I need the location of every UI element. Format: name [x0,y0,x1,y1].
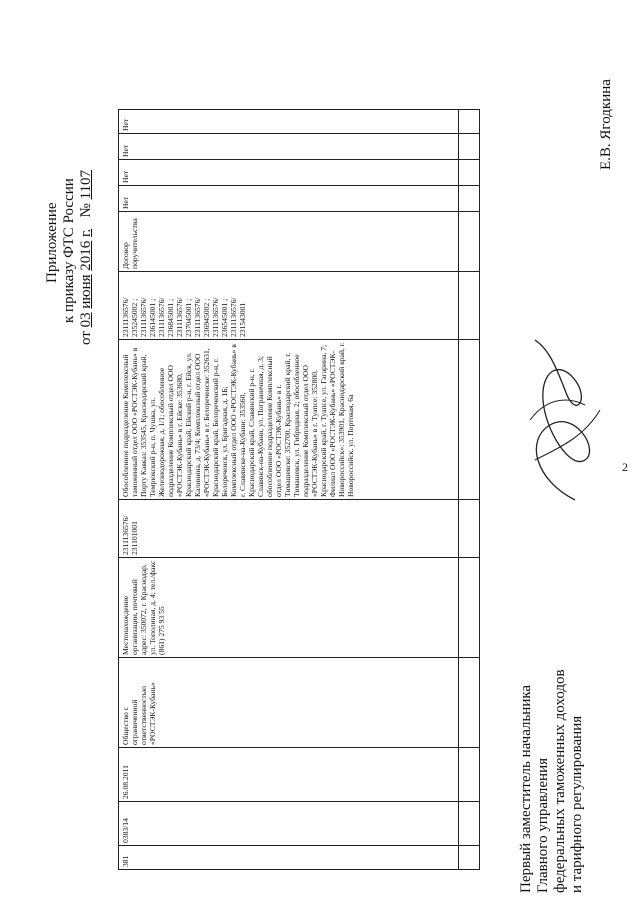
signer-title-3: федеральных таможенных доходов [552,669,568,893]
date-suffix: г. [78,228,94,237]
table-row [119,110,459,870]
col-c3: Нет [119,134,459,160]
guarantee: Договор поручительства [119,212,459,272]
signer-title-2: Главного управления [535,758,551,893]
col-c4: Нет [119,110,459,134]
appendix-order: к приказу ФТС России [61,178,77,323]
register-table [118,109,480,870]
date-year: 2016 [78,240,94,271]
reg-number: 0383/14 [119,802,459,846]
reg-date: 26.08.2011 [119,748,459,802]
signer-title-4: и тарифного регулирования [569,715,585,893]
col-c1: Нет [119,186,459,212]
date-day: 03 [78,312,94,328]
date-prefix: от [78,331,94,345]
appendix-date-line [78,45,95,345]
date-month: июня [78,274,94,309]
col-c2: Нет [119,160,459,186]
order-number: 1107 [78,169,94,200]
signer-name: Е.В. Ягодкина [598,79,614,170]
org-name: Общество с ограниченной ответственностью «РОСТЭК-Кубань» [119,658,459,748]
row-index: 381 [119,846,459,870]
appendix-title: Приложение [44,202,60,283]
page-number: 2 [622,460,628,474]
branch-kpp: 2311136576/ 235245002 ; 2311136576/ 236145001 ; 2311136576/ 236845001 ; 2311136576/ 237045001 ; 2311136576/ 236945002 ; 2311136576/ 236545001 ; 2311136576/ 231543001 [119,272,459,340]
signature-block [518,669,586,893]
org-location: Местонахождение организации, почтовый адрес: 350072, г. Краснодар, ул. Тополиная, д. 4; тел./факс (861) 275 93 55 [119,558,459,658]
appendix-header [44,45,95,345]
inn-kpp: 2311136576/ 231101001 [119,500,459,558]
branches: Обособленное подразделение Комплексный таможенный отдел ООО «РОСТЭК-Кубань» в Порту Кавказ: 353545, Краснодарский край, Темрюкский р-н, п. Чушка, ул. Железнодорожная, д. 1/1; обособленное подразделение Комплексный отдел ООО «РОСТЭК-Кубань» в г. Ейске: 353680, Краснодарский край, Ейский р-н, г. Ейск, ул. Калинина, д. 73/4; Комплексный отдел ООО «РОСТЭК-Кубань» в г. Белореченске: 352631, Краснодарский край, Белореченский р-н, г. Белореченск, ул. Бригадная, д. 1Б; Комплексный отдел ООО «РОСТЭК-Кубань» в г. Славянске-на-Кубани: 353560, Краснодарский край, Славянский р-н, г. Славянск-на-Кубани, ул. Пограничная, д. 3; обособленное подразделение Комплексный отдел ООО «РОСТЭК-Кубань» в г. Тимашевске: 352700, Краснодарский край, г. Тимашевск, ул. Гибридная, 2; обособленное подразделение Комплексный отдел ООО «РОСТЭК-Кубань» в г. Туапсе: 352800, Краснодарский край, г. Туапсе, ул. Гагарина, 7; Филиал ООО «РОСТЭК-Кубань» «РОСТЭК-Новороссийск»: 353901, Краснодарский край, г. Новороссийск, ул. Портовая, 6а [119,340,459,500]
order-number-label: № [78,203,94,218]
signer-title-1: Первый заместитель начальника [518,684,534,893]
table-row-empty [459,110,480,870]
handwritten-signature [505,330,615,520]
